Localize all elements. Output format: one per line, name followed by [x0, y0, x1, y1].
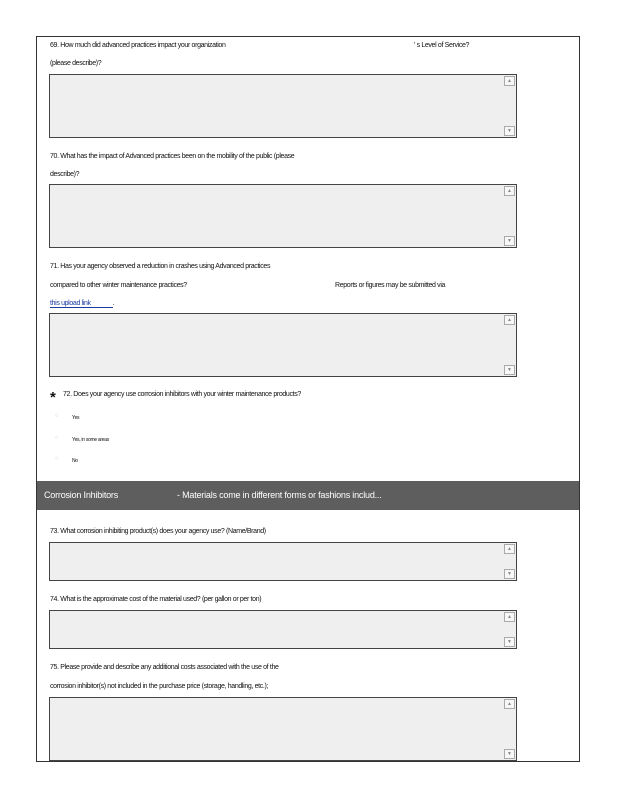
scroll-down-icon[interactable]: ▼	[504, 126, 515, 136]
q75-label-line1: 75. Please provide and describe any additional costs associated with the use of the	[50, 664, 279, 671]
q74-label: 74. What is the approximate cost of the material used? (per gallon or per ton)	[50, 596, 262, 603]
scrollbar[interactable]	[502, 185, 516, 247]
section-title: Corrosion Inhibitors	[44, 490, 119, 500]
q72-option-yes[interactable]: Yes	[72, 415, 80, 421]
scroll-down-icon[interactable]: ▼	[504, 569, 515, 579]
scroll-up-icon[interactable]: ▲	[504, 612, 515, 622]
scrollbar[interactable]	[502, 611, 516, 648]
section-header-corrosion-inhibitors	[37, 481, 579, 510]
q75-label-line2: corrosion inhibitor(s) not included in the purchase price (storage, handling, etc.);	[50, 683, 269, 690]
q74-textarea[interactable]	[49, 610, 517, 649]
q70-label-line2: describe)?	[50, 171, 80, 178]
scroll-down-icon[interactable]: ▼	[504, 749, 515, 759]
radio-icon[interactable]: ◌	[55, 456, 59, 462]
q69-textarea[interactable]	[49, 74, 517, 138]
upload-link[interactable]: this upload link	[50, 300, 113, 308]
q69-label-line1-end: ' s Level of Service?	[414, 42, 470, 49]
q71-link-row	[50, 299, 114, 308]
q70-label-line1: 70. What has the impact of Advanced practices been on the mobility of the public (please	[50, 153, 295, 160]
q71-textarea[interactable]	[49, 313, 517, 377]
q73-textarea[interactable]	[49, 542, 517, 581]
scrollbar[interactable]	[502, 698, 516, 760]
scroll-down-icon[interactable]: ▼	[504, 365, 515, 375]
q72-option-some-areas[interactable]: Yes, in some areas	[72, 437, 109, 443]
q71-link-trailing: .	[112, 300, 115, 307]
scroll-up-icon[interactable]: ▲	[504, 544, 515, 554]
scroll-up-icon[interactable]: ▲	[504, 186, 515, 196]
q71-label-line2: compared to other winter maintenance practices?	[50, 282, 187, 289]
scroll-down-icon[interactable]: ▼	[504, 637, 515, 647]
scrollbar[interactable]	[502, 75, 516, 137]
section-description: - Materials come in different forms or fashions includ...	[177, 490, 382, 500]
scroll-up-icon[interactable]: ▲	[504, 76, 515, 86]
scrollbar[interactable]	[502, 314, 516, 376]
q72-label: 72. Does your agency use corrosion inhibitors with your winter maintenance products?	[63, 391, 301, 398]
scroll-up-icon[interactable]: ▲	[504, 315, 515, 325]
required-asterisk: *	[50, 389, 56, 406]
q71-label-line2-end: Reports or figures may be submitted via	[335, 282, 446, 289]
scroll-up-icon[interactable]: ▲	[504, 699, 515, 709]
radio-icon[interactable]: ◌	[55, 413, 59, 419]
q69-label-line2: (please describe)?	[50, 60, 102, 67]
radio-icon[interactable]: ◌	[55, 435, 59, 441]
q73-label: 73. What corrosion inhibiting product(s) does your agency use? (Name/Brand)	[50, 528, 266, 535]
survey-page-frame	[36, 36, 580, 762]
q75-textarea[interactable]	[49, 697, 517, 761]
scroll-down-icon[interactable]: ▼	[504, 236, 515, 246]
scrollbar[interactable]	[502, 543, 516, 580]
q72-option-no[interactable]: No	[72, 458, 78, 464]
q70-textarea[interactable]	[49, 184, 517, 248]
q71-label-line1: 71. Has your agency observed a reduction in crashes using Advanced practices	[50, 263, 271, 270]
q69-label-line1: 69. How much did advanced practices impact your organization	[50, 42, 226, 49]
